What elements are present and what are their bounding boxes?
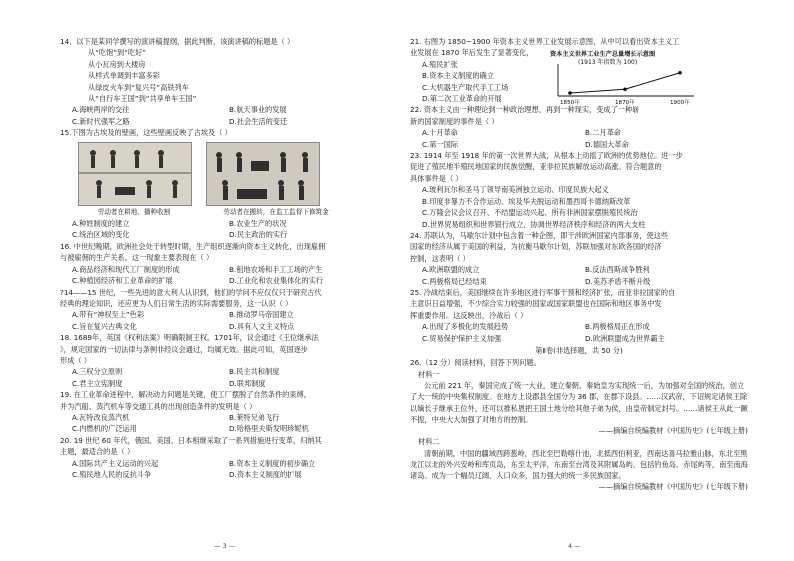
q21-line: 21. 右图为 1850~1900 年资本主义世界工业发展示意图，从中可以看出资本主义工 — [410, 37, 680, 46]
option: D.欧洲联盟成为世界霸主 — [585, 333, 665, 343]
option: A.十月革命 — [422, 128, 458, 138]
q17-options — [60, 321, 386, 332]
option: D.联邦制度 — [229, 378, 266, 388]
q20-options — [60, 458, 386, 469]
option: B.二月革命 — [585, 128, 621, 138]
option: C.种植园经济和工业革命的扩展 — [72, 276, 173, 286]
option: C.两极格局已经结束 — [422, 276, 487, 286]
q24-line: 24. 苏联认为，马歇尔计划中包含着一种企图，即干涉欧洲国家内部事务，使这些 — [410, 230, 669, 240]
option: C.旨在复兴古典文化 — [72, 321, 137, 331]
q14-stem: 14．以下是某同学撰写的演讲稿提纲，据此判断，该演讲稿的标题是（ ） — [60, 37, 295, 46]
q15-options — [60, 218, 386, 229]
q14-options — [60, 116, 386, 127]
q25-options — [410, 321, 748, 332]
q19-line: 19. 在工业革命进程中，解决动力问题是关键，使工厂摆脱了自然条件的束缚， — [60, 390, 311, 400]
option: D.第二次工业革命的开展 — [422, 94, 502, 104]
option: C.万隆会议会议召开、不结盟运动兴起、所有非洲国家摆脱殖民统治 — [422, 208, 638, 218]
material-title: 材料一 — [418, 369, 440, 379]
q16-line: 16. 中世纪晚期，欧洲社会处于转型时期，生产组织逐渐向资本主义转化，出现雇佣 — [60, 241, 326, 251]
option: D.资本主义制度的扩展 — [229, 470, 302, 479]
q24-options — [410, 276, 748, 287]
q25-line: 25. 冷战结束后，美国继续在许多地区进行军事干预和经济扩张，而亚非拉国家的自 — [410, 287, 676, 297]
q15-stem: 15.下图为古埃及的壁画，这些壁画反映了古埃及（ ） — [60, 128, 232, 138]
q23-line: 具体事件是（ ） — [410, 173, 463, 183]
q22-options — [410, 127, 748, 138]
option: A.出现了多极化的发展趋势 — [422, 322, 509, 332]
page-number: — 3 — — [214, 542, 236, 550]
option: D.哈格里夫斯发明珍妮机 — [229, 424, 309, 434]
option: B.资本主义制度的确立 — [422, 71, 494, 81]
q22-line: 22. 资本主义由一种理论到一种政治理想，再到一种现实，变成了一种崭 — [410, 105, 640, 115]
q18-options — [60, 378, 386, 389]
option: A.玻利瓦尔和圣马丁领导南美洲独立运动、印度民族大起义 — [422, 185, 609, 195]
option: B.民主共和制度 — [229, 367, 280, 377]
q24-line: 控制，这表明（ ） — [410, 253, 470, 263]
x-tick-label: 1850年 — [560, 100, 580, 106]
data-point — [678, 71, 682, 75]
q14-line: 从“吃饱”到“吃好” — [88, 48, 147, 58]
q20-options — [60, 469, 386, 480]
q24-line: 国家的经济从属于美国的利益，为抗衡马歇尔计划，苏联加强对东欧各国的经济 — [410, 242, 662, 252]
q17-line: ?14——15 世纪，一些先进的意大利人认识到，他们的学问不应仅仅只于研究古代 — [60, 287, 322, 297]
chart-title: 资本主义世界工业生产总量增长示意图 — [550, 51, 656, 58]
option: A.殖民扩张 — [422, 59, 458, 69]
q25-options — [410, 333, 748, 344]
option: D.具有人文主义特点 — [229, 321, 295, 331]
material-source: ——摘编自统编教材《中国历史》(七年级上册) — [598, 426, 748, 435]
q25-line: 主意识日益增强，不少综合实力较强的国家或国家联盟也在国际和地区事务中发 — [410, 299, 662, 309]
q23-line: 促进了殖民地半殖民地国家的民族觉醒，亚非拉民族解放运动高涨。符合题意的 — [410, 162, 662, 172]
q18-line: 形成（ ） — [60, 355, 92, 365]
option: B.印度非暴力不合作运动、埃及华夫脱运动和墨西哥卡德纳斯改革 — [422, 196, 631, 206]
chart-svg — [548, 48, 698, 106]
q21-line: 业发展在 1870 年后发生了显著变化， — [410, 48, 534, 58]
option: A.瓦特改良蒸汽机 — [72, 412, 130, 422]
option: B.反法西斯战争胜利 — [585, 265, 650, 275]
material-title: 材料二 — [418, 437, 440, 447]
option: A.海峡两岸的交往 — [72, 105, 130, 115]
x-tick-label: 1900年 — [670, 100, 690, 106]
option: C.第一国际 — [422, 139, 459, 149]
image-caption: 劳动者在搬转，在监工监督下修筑金 — [223, 207, 329, 216]
q22-line: 新的国家制度的事件是（ ） — [410, 116, 499, 126]
option: A.欧洲联盟的成立 — [422, 265, 480, 275]
option: A.国际共产主义运动的兴起 — [72, 458, 159, 468]
page-number: 4 — — [568, 542, 581, 550]
q17-options — [60, 309, 386, 320]
material-source: ——摘编自统编教材《中国历史》(七年级下册) — [598, 482, 748, 492]
q18-line: 》，规定国家的一切法律与条例非经议会通过，均属无效。据此可知，英国逐步 — [60, 344, 308, 354]
left-column — [60, 36, 386, 480]
option: D.德国大革命 — [585, 139, 629, 149]
chart-subtitle: (1913 年指数为 100) — [578, 59, 638, 66]
option: C.大机器生产取代手工工场 — [422, 82, 509, 92]
q14-line: 从小瓦房到大楼房 — [88, 59, 146, 69]
q15-options — [60, 229, 386, 240]
option: D.美苏矛盾不断升级 — [585, 276, 651, 286]
q18-options — [60, 366, 386, 377]
q14-options — [60, 104, 386, 115]
option: C.贸易保护保护主义加强 — [422, 333, 502, 343]
q16-line: 与被雇佣的生产关系。这一现象主要表现在（ ） — [60, 253, 214, 263]
q24-options — [410, 264, 748, 275]
q19-options — [60, 423, 386, 434]
option: D.民主政治的实行 — [229, 230, 288, 240]
data-point — [623, 87, 627, 91]
option: A.种姓制度的建立 — [72, 219, 130, 229]
option: B.航天事业的发展 — [229, 105, 287, 115]
q23-line: 23. 1914 年至 1918 年的第一次世界大战，从根本上动摇了欧洲的优势地位。进一步 — [410, 151, 683, 161]
option: A.带有“神权至上”色彩 — [72, 310, 145, 320]
q19-line: 并为汽船、蒸汽机车等交通工具的出现创造条件的发明是（ ） — [60, 401, 257, 411]
option: C.内燃机的广泛运用 — [72, 424, 137, 434]
x-tick-label: 1870年 — [615, 100, 635, 106]
mural-image-farming — [78, 142, 192, 206]
option: A.商品经济和现代工厂制度的形成 — [72, 264, 180, 274]
q22-options — [410, 139, 748, 150]
option: D.工业化和农业集体化的实行 — [229, 276, 324, 286]
option: B.资本主义制度的初步确立 — [229, 458, 316, 468]
section-heading: 第Ⅱ卷(非选择题，共 50 分) — [535, 345, 623, 355]
mural-image-building — [206, 142, 320, 206]
q26-stem: 26.（12 分）阅读材料，回答下列问题。 — [410, 358, 541, 368]
data-point — [568, 91, 572, 95]
material-text: 公元前 221 年，秦国完成了统一大业，建立秦朝。秦始皇为实现统一后，为加强对全国的统治，创立了大一统的中央集权制度。在地方上设郡县全国分为 36 郡，在郡下设县。……汉武帝，下诏规定诸侯王除以嫡长子继承王位外，还可以推私恩把王国土地分给其他子弟为侯，由皇帝制定封号。……诸侯王从此一蹶不振，中央大大加强了对地方的控制。 — [410, 381, 748, 424]
option: B.农业生产的状况 — [229, 219, 287, 229]
industry-growth-chart — [548, 48, 698, 106]
option: A.三权分立原则 — [72, 367, 123, 377]
q16-options — [60, 275, 386, 286]
q17-line: 经典的理论知识，还应更为人们日常生活的实际需要服务，这一认识（ ） — [60, 298, 293, 308]
q14-line: 从绿皮火车到“复兴号”高铁列车 — [88, 82, 189, 92]
q20-line: 主题，最适合的是（ ） — [60, 447, 135, 457]
option: C.殖民地人民的反抗斗争 — [72, 470, 152, 479]
q15-captions — [70, 207, 386, 218]
option: B.推动罗马帝国建立 — [229, 310, 294, 320]
option: C.新时代强军之路 — [72, 116, 130, 126]
q18-line: 18. 1689年，英国《权利法案》明确限制王权。1701年，议会通过《王位继承法 — [60, 333, 319, 343]
q25-line: 挥重要作用。这反映出，冷战后（ ） — [410, 310, 528, 320]
q20-line: 20. 19 世纪 60 年代，俄国、美国、日本相继采取了一系列措施进行变革，归纳其 — [60, 435, 322, 445]
option: C.君主立宪制度 — [72, 378, 123, 388]
option: B.两极格局正在形成 — [585, 322, 650, 332]
option: D.社会生活的变迁 — [229, 116, 288, 126]
q15-images — [78, 142, 386, 206]
q14-line: 从“自行车王国”到“共享单车王国” — [88, 94, 197, 104]
option: C.统治区域的变化 — [72, 230, 130, 240]
option: B.租地农场和手工工场的产生 — [229, 264, 323, 274]
q16-options — [60, 264, 386, 275]
option: D.世界贸易组织和世界银行成立、协调世界经济秩序和经济的两大支柱 — [422, 219, 646, 229]
material-text: 清朝前期，中国的疆域西跨葱岭，西北至巴勒喀什池，北抵西伯利亚，西南达喜马拉雅山脉，东北至黑龙江以北的外兴安岭和库页岛，东至太平洋，东南至台湾及其附属岛屿，包括钓鱼岛、赤尾屿等，南至南海诸岛。成为一个幅员辽阔、人口众多，国力强大的统一多民族国家。 — [410, 448, 748, 481]
q19-options — [60, 412, 386, 423]
image-caption: 劳动者在耕地、播种收割 — [97, 207, 171, 216]
q14-line: 从样式单调到丰富多彩 — [88, 71, 160, 81]
option: B.莱特兄弟飞行 — [229, 412, 280, 422]
